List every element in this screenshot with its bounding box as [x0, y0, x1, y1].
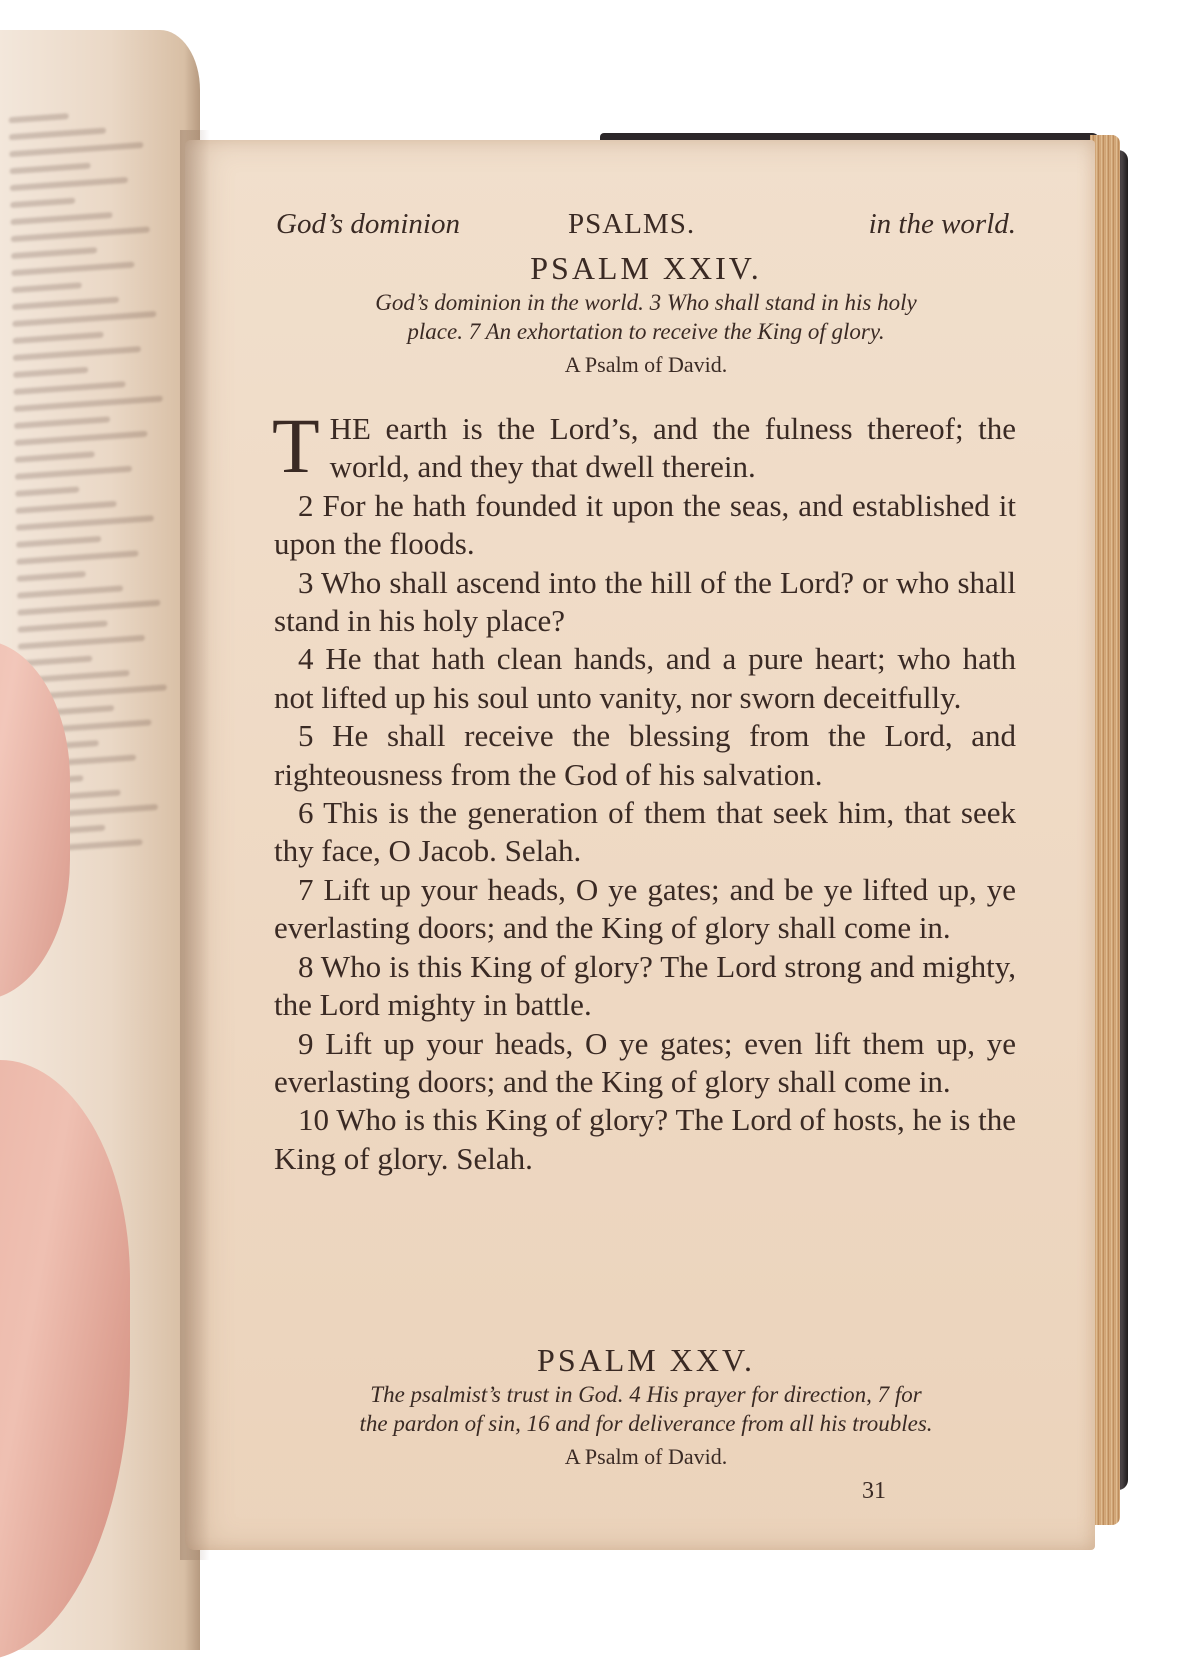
bleed-through-line — [18, 620, 108, 632]
verse-10: 10 Who is this King of glory? The Lord of hosts, he is the King of glory. Selah. — [274, 1102, 1016, 1176]
bleed-through-line — [15, 451, 95, 463]
psalm-24-title: PSALM XXIV. — [530, 250, 762, 286]
bleed-through-line — [16, 536, 101, 548]
psalm-25-title: PSALM XXV. — [537, 1342, 755, 1378]
bleed-through-line — [13, 346, 141, 361]
bleed-through-line — [17, 585, 123, 598]
psalm-25-summary — [276, 1380, 1016, 1438]
bleed-through-line — [17, 600, 160, 616]
verse-4: 4 He that hath clean hands, and a pure heart; who hath not lifted up his soul unto vanity, nor sworn deceitfully. — [274, 641, 1016, 715]
bleed-through-line — [15, 466, 132, 480]
verse-9: 9 Lift up your heads, O ye gates; even lift them up, ye everlasting doors; and the King of glory shall come in. — [274, 1025, 1016, 1099]
verse-1-text: HE earth is the Lord’s, and the fulness thereof; the world, and they that dwell therein. — [329, 411, 1016, 485]
psalm-24-summary-line2: place. 7 An exhortation to receive the King of glory. — [407, 319, 885, 344]
drop-cap: T — [272, 402, 320, 489]
bleed-through-line — [16, 515, 154, 531]
psalm-25-summary-line1: The psalmist’s trust in God. 4 His prayer for direction, 7 for — [370, 1382, 922, 1407]
verse-3: 3 Who shall ascend into the hill of the Lord? or who shall stand in his holy place? — [274, 564, 1016, 639]
bleed-through-line — [17, 571, 86, 582]
psalm-24-summary-line1: God’s dominion in the world. 3 Who shall stand in his holy — [375, 290, 917, 315]
bleed-through-line — [10, 212, 112, 225]
verse-5: 5 He shall receive the blessing from the Lord, and righteousness from the God of his salvation. — [274, 718, 1016, 792]
bleed-through-line — [16, 501, 117, 514]
bleed-through-line — [9, 127, 106, 140]
verse-2: 2 For he hath founded it upon the seas, and established it upon the floods. — [274, 487, 1016, 562]
bleed-through-line — [12, 297, 119, 310]
bleed-through-line — [18, 635, 145, 650]
psalm-25-summary-line2: the pardon of sin, 16 and for deliverance from all his troubles. — [359, 1411, 933, 1436]
verse-6: 6 This is the generation of them that seek him, that seek thy face, O Jacob. Selah. — [274, 795, 1016, 869]
verse-7: 7 Lift up your heads, O ye gates; and be ye lifted up, ye everlasting doors; and the King of glory shall come in. — [274, 871, 1016, 946]
bleed-through-line — [10, 163, 91, 175]
bleed-through-line — [10, 198, 75, 209]
running-head-left: God’s dominion — [276, 208, 460, 240]
spine-shadow — [180, 130, 210, 1560]
running-head-center: PSALMS. — [568, 208, 696, 240]
page-number: 31 — [862, 1478, 886, 1504]
bleed-through-line — [14, 431, 147, 446]
running-head-right: in the world. — [868, 208, 1016, 240]
bleed-through-line — [16, 550, 138, 565]
psalm-24-superscription: A Psalm of David. — [564, 352, 728, 377]
bleed-through-line — [14, 416, 110, 429]
bleed-through-line — [10, 177, 128, 191]
bleed-through-line — [11, 247, 97, 259]
psalm-24-summary — [276, 288, 1016, 346]
bleed-through-line — [11, 226, 150, 242]
bleed-through-line — [12, 282, 82, 293]
bleed-through-line — [13, 332, 104, 344]
bleed-through-line — [15, 486, 79, 496]
bleed-through-line — [13, 381, 125, 395]
bleed-through-line — [13, 367, 88, 378]
bleed-through-line — [12, 311, 156, 327]
running-head — [276, 208, 1016, 248]
bleed-through-line — [11, 262, 134, 277]
verse-1 — [272, 402, 1016, 489]
bleed-through-line — [14, 396, 163, 412]
bleed-through-line — [9, 142, 143, 157]
psalm-25-superscription: A Psalm of David. — [564, 1444, 728, 1469]
psalm-24-body — [272, 402, 1016, 1178]
bleed-through-line — [9, 113, 69, 123]
verse-8: 8 Who is this King of glory? The Lord strong and mighty, the Lord mighty in battle. — [274, 948, 1016, 1023]
